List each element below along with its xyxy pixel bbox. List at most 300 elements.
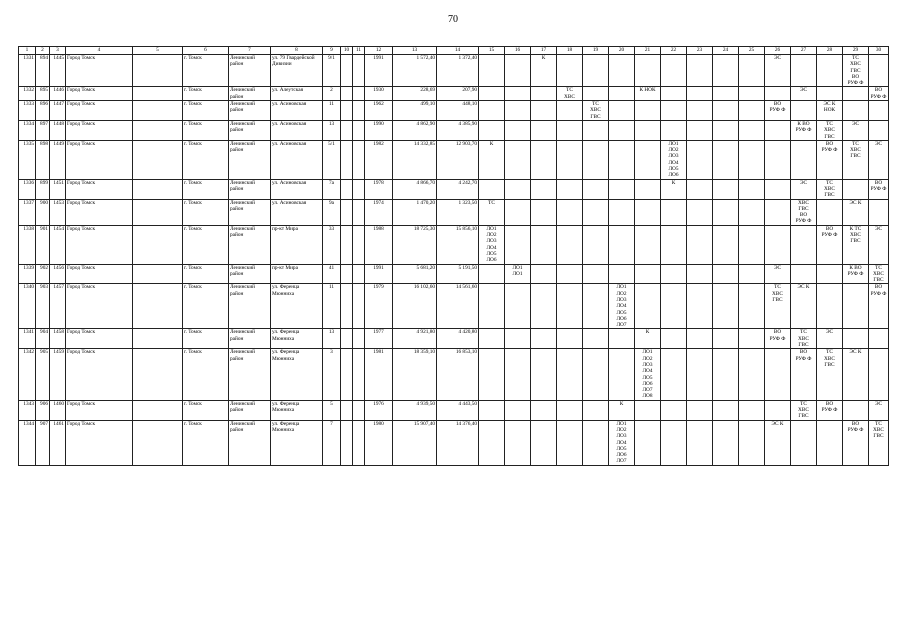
empty-cell <box>609 120 635 140</box>
empty-cell <box>505 55 531 87</box>
table-cell: ЭС <box>869 400 889 420</box>
table-cell: ТС ХВС ГВС <box>583 101 609 121</box>
table-cell: ЭС <box>791 179 817 199</box>
empty-cell <box>505 101 531 121</box>
empty-cell <box>661 284 687 329</box>
empty-cell <box>341 400 353 420</box>
empty-cell <box>557 284 583 329</box>
column-number: 11 <box>353 47 365 55</box>
table-cell: ул. Асиновская <box>271 120 323 140</box>
empty-cell <box>505 329 531 349</box>
table-cell: 1974 <box>365 199 393 225</box>
table-cell: 1447 <box>50 101 66 121</box>
table-cell: 904 <box>36 329 50 349</box>
table-cell: 1991 <box>365 264 393 284</box>
table-cell: К <box>635 329 661 349</box>
table-cell: 906 <box>36 400 50 420</box>
empty-cell <box>661 87 687 101</box>
empty-cell <box>869 199 889 225</box>
column-number-row <box>19 47 889 55</box>
table-cell: 11 <box>323 284 341 329</box>
table-cell: ТС ХВС ГВС <box>869 420 889 465</box>
table-cell: 1 470,20 <box>393 199 437 225</box>
empty-cell <box>661 101 687 121</box>
table-cell: Ленинский район <box>229 225 271 264</box>
table-cell: 1979 <box>365 284 393 329</box>
empty-cell <box>133 349 183 400</box>
table-cell: Город Томск <box>66 120 133 140</box>
table-cell: Город Томск <box>66 199 133 225</box>
table-cell: ВО РУФ Ф <box>765 101 791 121</box>
column-number: 19 <box>583 47 609 55</box>
table-cell: ЛО1 ЛО2 ЛО3 ЛО4 ЛО5 ЛО6 <box>661 140 687 179</box>
empty-cell <box>687 140 713 179</box>
table-cell: ТС <box>479 199 505 225</box>
table-cell: 1340 <box>19 284 36 329</box>
table-cell: 4 443,50 <box>437 400 479 420</box>
table-cell: 1461 <box>50 420 66 465</box>
empty-cell <box>557 179 583 199</box>
table-cell: ТС ХВС ГВС <box>817 349 843 400</box>
column-number: 5 <box>133 47 183 55</box>
table-cell: г. Томск <box>183 199 229 225</box>
empty-cell <box>557 199 583 225</box>
empty-cell <box>583 349 609 400</box>
empty-cell <box>661 264 687 284</box>
table-cell: К НОК <box>635 87 661 101</box>
empty-cell <box>739 420 765 465</box>
table-cell: 1331 <box>19 55 36 87</box>
table-cell: ЭС К <box>843 349 869 400</box>
empty-cell <box>557 329 583 349</box>
empty-cell <box>843 87 869 101</box>
table-cell: 4 866,70 <box>393 179 437 199</box>
table-cell: 1453 <box>50 199 66 225</box>
table-cell: ЭС <box>817 329 843 349</box>
table-cell: Ленинский район <box>229 101 271 121</box>
table-cell: 900 <box>36 199 50 225</box>
empty-cell <box>531 120 557 140</box>
table-cell: 12 903,70 <box>437 140 479 179</box>
empty-cell <box>505 225 531 264</box>
empty-cell <box>341 329 353 349</box>
table-cell: 4 939,50 <box>393 400 437 420</box>
empty-cell <box>635 420 661 465</box>
table-cell: ул. Ференца Мюнниха <box>271 349 323 400</box>
empty-cell <box>133 264 183 284</box>
empty-cell <box>583 420 609 465</box>
empty-cell <box>687 179 713 199</box>
empty-cell <box>583 120 609 140</box>
empty-cell <box>341 284 353 329</box>
table-cell: 1342 <box>19 349 36 400</box>
table-cell: Ленинский район <box>229 349 271 400</box>
column-number: 29 <box>843 47 869 55</box>
empty-cell <box>557 101 583 121</box>
table-cell: 228,69 <box>393 87 437 101</box>
empty-cell <box>353 140 365 179</box>
empty-cell <box>531 284 557 329</box>
table-row <box>19 179 889 199</box>
table-cell: Город Томск <box>66 55 133 87</box>
table-cell: ВО РУФ Ф <box>817 140 843 179</box>
table-cell: ул. Ференца Мюнниха <box>271 284 323 329</box>
empty-cell <box>531 400 557 420</box>
table-cell: 7а <box>323 179 341 199</box>
empty-cell <box>609 101 635 121</box>
table-cell: 1976 <box>365 400 393 420</box>
empty-cell <box>341 120 353 140</box>
empty-cell <box>739 225 765 264</box>
empty-cell <box>609 87 635 101</box>
empty-cell <box>687 349 713 400</box>
empty-cell <box>739 199 765 225</box>
empty-cell <box>713 420 739 465</box>
empty-cell <box>341 179 353 199</box>
column-number: 4 <box>66 47 133 55</box>
empty-cell <box>353 101 365 121</box>
table-cell: Город Томск <box>66 101 133 121</box>
table-cell: К ТС ХВС ГВС <box>843 225 869 264</box>
column-number: 3 <box>50 47 66 55</box>
table-cell: К <box>531 55 557 87</box>
table-cell: 4 862,90 <box>393 120 437 140</box>
empty-cell <box>661 225 687 264</box>
empty-cell <box>713 55 739 87</box>
column-number: 28 <box>817 47 843 55</box>
table-cell: 448,10 <box>437 101 479 121</box>
table-cell: ВО РУФ Ф <box>869 87 889 101</box>
empty-cell <box>133 225 183 264</box>
table-cell: 5 681,20 <box>393 264 437 284</box>
empty-cell <box>713 264 739 284</box>
table-cell: г. Томск <box>183 225 229 264</box>
table-cell: 1459 <box>50 349 66 400</box>
empty-cell <box>791 101 817 121</box>
table-cell: 11 <box>323 101 341 121</box>
table-cell: 1990 <box>365 120 393 140</box>
table-cell: ВО РУФ Ф <box>869 284 889 329</box>
table-cell: 1448 <box>50 120 66 140</box>
empty-cell <box>739 87 765 101</box>
column-number: 8 <box>271 47 323 55</box>
table-cell: 1445 <box>50 55 66 87</box>
empty-cell <box>843 329 869 349</box>
table-cell: 894 <box>36 55 50 87</box>
table-cell: 898 <box>36 140 50 179</box>
empty-cell <box>739 55 765 87</box>
table-cell: 907 <box>36 420 50 465</box>
table-cell: г. Томск <box>183 87 229 101</box>
empty-cell <box>341 87 353 101</box>
empty-cell <box>557 420 583 465</box>
empty-cell <box>557 225 583 264</box>
empty-cell <box>817 284 843 329</box>
empty-cell <box>583 179 609 199</box>
empty-cell <box>479 101 505 121</box>
table-cell: 1343 <box>19 400 36 420</box>
empty-cell <box>609 55 635 87</box>
empty-cell <box>531 349 557 400</box>
table-cell: ВО РУФ Ф <box>869 179 889 199</box>
empty-cell <box>505 284 531 329</box>
empty-cell <box>713 87 739 101</box>
table-cell: 1456 <box>50 264 66 284</box>
table-cell: 1977 <box>365 329 393 349</box>
table-cell: 1344 <box>19 420 36 465</box>
table-cell: 14 561,60 <box>437 284 479 329</box>
table-cell: 1335 <box>19 140 36 179</box>
empty-cell <box>133 284 183 329</box>
table-cell: ул. Ференца Мюнниха <box>271 400 323 420</box>
table-cell: ул. Асиновская <box>271 101 323 121</box>
table-cell: ЛО1 ЛО1 <box>505 264 531 284</box>
table-cell: 18 359,10 <box>393 349 437 400</box>
empty-cell <box>133 140 183 179</box>
table-cell: 4 385,90 <box>437 120 479 140</box>
table-cell: Город Томск <box>66 140 133 179</box>
empty-cell <box>479 87 505 101</box>
empty-cell <box>353 199 365 225</box>
table-cell: ВО РУФ Ф <box>791 349 817 400</box>
empty-cell <box>353 400 365 420</box>
table-cell: 897 <box>36 120 50 140</box>
empty-cell <box>843 400 869 420</box>
table-cell: ул. Алеутская <box>271 87 323 101</box>
empty-cell <box>583 400 609 420</box>
table-cell: ТС ХВС ГВС <box>791 329 817 349</box>
table-cell: 1336 <box>19 179 36 199</box>
empty-cell <box>479 120 505 140</box>
empty-cell <box>133 420 183 465</box>
empty-cell <box>765 179 791 199</box>
empty-cell <box>713 101 739 121</box>
empty-cell <box>635 179 661 199</box>
table-cell: ТС ХВС ГВС <box>817 179 843 199</box>
table-cell: 1 323,50 <box>437 199 479 225</box>
table-cell: 1991 <box>365 55 393 87</box>
empty-cell <box>479 420 505 465</box>
table-cell: 2 <box>323 87 341 101</box>
empty-cell <box>661 199 687 225</box>
empty-cell <box>353 120 365 140</box>
table-cell: 1988 <box>365 225 393 264</box>
empty-cell <box>583 55 609 87</box>
empty-cell <box>353 349 365 400</box>
table-cell: ЛО1 ЛО2 ЛО3 ЛО4 ЛО5 ЛО6 ЛО7 ЛО8 <box>635 349 661 400</box>
table-cell: 5 <box>323 400 341 420</box>
empty-cell <box>765 140 791 179</box>
table-cell: пр-кт Мира <box>271 225 323 264</box>
table-cell: пр-кт Мира <box>271 264 323 284</box>
table-cell: 902 <box>36 264 50 284</box>
empty-cell <box>713 179 739 199</box>
empty-cell <box>353 87 365 101</box>
table-cell: ТС ХВС <box>557 87 583 101</box>
empty-cell <box>531 199 557 225</box>
table-cell: 1 372,40 <box>437 55 479 87</box>
empty-cell <box>635 199 661 225</box>
table-cell: 1978 <box>365 179 393 199</box>
table-cell: ЛО1 ЛО2 ЛО3 ЛО4 ЛО5 ЛО6 <box>479 225 505 264</box>
table-cell: 207,90 <box>437 87 479 101</box>
table-cell: 1460 <box>50 400 66 420</box>
empty-cell <box>843 284 869 329</box>
column-number: 23 <box>687 47 713 55</box>
empty-cell <box>661 329 687 349</box>
table-cell: 4 242,70 <box>437 179 479 199</box>
table-cell: Ленинский район <box>229 420 271 465</box>
table-cell: 1333 <box>19 101 36 121</box>
empty-cell <box>505 349 531 400</box>
table-cell: Ленинский район <box>229 179 271 199</box>
empty-cell <box>635 225 661 264</box>
table-cell: Ленинский район <box>229 87 271 101</box>
empty-cell <box>557 120 583 140</box>
empty-cell <box>505 199 531 225</box>
table-cell: 5/1 <box>323 140 341 179</box>
table-cell: 41 <box>323 264 341 284</box>
table-cell: 4 921,80 <box>393 329 437 349</box>
table-cell: 499,10 <box>393 101 437 121</box>
empty-cell <box>479 400 505 420</box>
table-row <box>19 264 889 284</box>
table-cell: Ленинский район <box>229 199 271 225</box>
column-number: 21 <box>635 47 661 55</box>
empty-cell <box>583 329 609 349</box>
page-number: 70 <box>448 14 458 25</box>
table-cell: Ленинский район <box>229 55 271 87</box>
empty-cell <box>687 420 713 465</box>
table-cell: 896 <box>36 101 50 121</box>
column-number: 15 <box>479 47 505 55</box>
empty-cell <box>739 329 765 349</box>
empty-cell <box>765 199 791 225</box>
empty-cell <box>133 87 183 101</box>
table-cell: 899 <box>36 179 50 199</box>
table-cell: ЭС К <box>791 284 817 329</box>
table-cell: 18 725,30 <box>393 225 437 264</box>
table-row <box>19 140 889 179</box>
column-number: 27 <box>791 47 817 55</box>
empty-cell <box>531 225 557 264</box>
empty-cell <box>133 55 183 87</box>
table-cell: 1332 <box>19 87 36 101</box>
empty-cell <box>817 420 843 465</box>
table-cell: Ленинский район <box>229 140 271 179</box>
table-cell: К <box>479 140 505 179</box>
table-cell: 1446 <box>50 87 66 101</box>
empty-cell <box>505 87 531 101</box>
column-number: 14 <box>437 47 479 55</box>
empty-cell <box>687 55 713 87</box>
column-number: 25 <box>739 47 765 55</box>
table-cell: 1458 <box>50 329 66 349</box>
table-cell: Ленинский район <box>229 284 271 329</box>
column-number: 26 <box>765 47 791 55</box>
empty-cell <box>609 329 635 349</box>
table-cell: 1962 <box>365 101 393 121</box>
empty-cell <box>635 400 661 420</box>
empty-cell <box>531 179 557 199</box>
empty-cell <box>739 179 765 199</box>
empty-cell <box>505 140 531 179</box>
table-cell: г. Томск <box>183 420 229 465</box>
column-number: 7 <box>229 47 271 55</box>
table-cell: г. Томск <box>183 284 229 329</box>
empty-cell <box>341 101 353 121</box>
table-cell: 13 <box>323 329 341 349</box>
empty-cell <box>687 199 713 225</box>
empty-cell <box>133 101 183 121</box>
table-cell: Город Томск <box>66 284 133 329</box>
table-cell: 1337 <box>19 199 36 225</box>
table-cell: 1454 <box>50 225 66 264</box>
table-row <box>19 225 889 264</box>
empty-cell <box>635 55 661 87</box>
empty-cell <box>341 420 353 465</box>
table-row <box>19 420 889 465</box>
table-cell: ЭС К НОК <box>817 101 843 121</box>
table-cell: 1981 <box>365 349 393 400</box>
empty-cell <box>713 140 739 179</box>
table-cell: 4 420,80 <box>437 329 479 349</box>
housing-register-table <box>18 46 889 466</box>
empty-cell <box>531 264 557 284</box>
column-number: 16 <box>505 47 531 55</box>
column-number: 20 <box>609 47 635 55</box>
empty-cell <box>479 264 505 284</box>
table-cell: г. Томск <box>183 400 229 420</box>
table-row <box>19 199 889 225</box>
table-cell: 1451 <box>50 179 66 199</box>
table-cell: г. Томск <box>183 329 229 349</box>
table-cell: 9/1 <box>323 55 341 87</box>
table-cell: ЭС <box>869 140 889 179</box>
table-cell: ЭС <box>765 55 791 87</box>
empty-cell <box>661 55 687 87</box>
table-row <box>19 284 889 329</box>
empty-cell <box>133 179 183 199</box>
empty-cell <box>661 420 687 465</box>
table-row <box>19 120 889 140</box>
table-cell: Город Томск <box>66 420 133 465</box>
empty-cell <box>557 264 583 284</box>
empty-cell <box>713 400 739 420</box>
column-number: 1 <box>19 47 36 55</box>
empty-cell <box>353 225 365 264</box>
empty-cell <box>817 87 843 101</box>
empty-cell <box>713 349 739 400</box>
table-cell: ТС ХВС ГВС <box>817 120 843 140</box>
table-cell: г. Томск <box>183 120 229 140</box>
empty-cell <box>635 101 661 121</box>
table-cell: ХВС ГВС ВО РУФ Ф <box>791 199 817 225</box>
table-cell: К ВО РУФ Ф <box>791 120 817 140</box>
table-cell: 901 <box>36 225 50 264</box>
table-cell: ЭС <box>765 264 791 284</box>
column-number: 9 <box>323 47 341 55</box>
table-cell: ТС ХВС ГВС <box>843 140 869 179</box>
empty-cell <box>609 225 635 264</box>
empty-cell <box>739 264 765 284</box>
empty-cell <box>479 349 505 400</box>
empty-cell <box>557 55 583 87</box>
empty-cell <box>869 101 889 121</box>
table-cell: 1930 <box>365 87 393 101</box>
empty-cell <box>133 199 183 225</box>
table-cell: ТС ХВС ГВС <box>765 284 791 329</box>
